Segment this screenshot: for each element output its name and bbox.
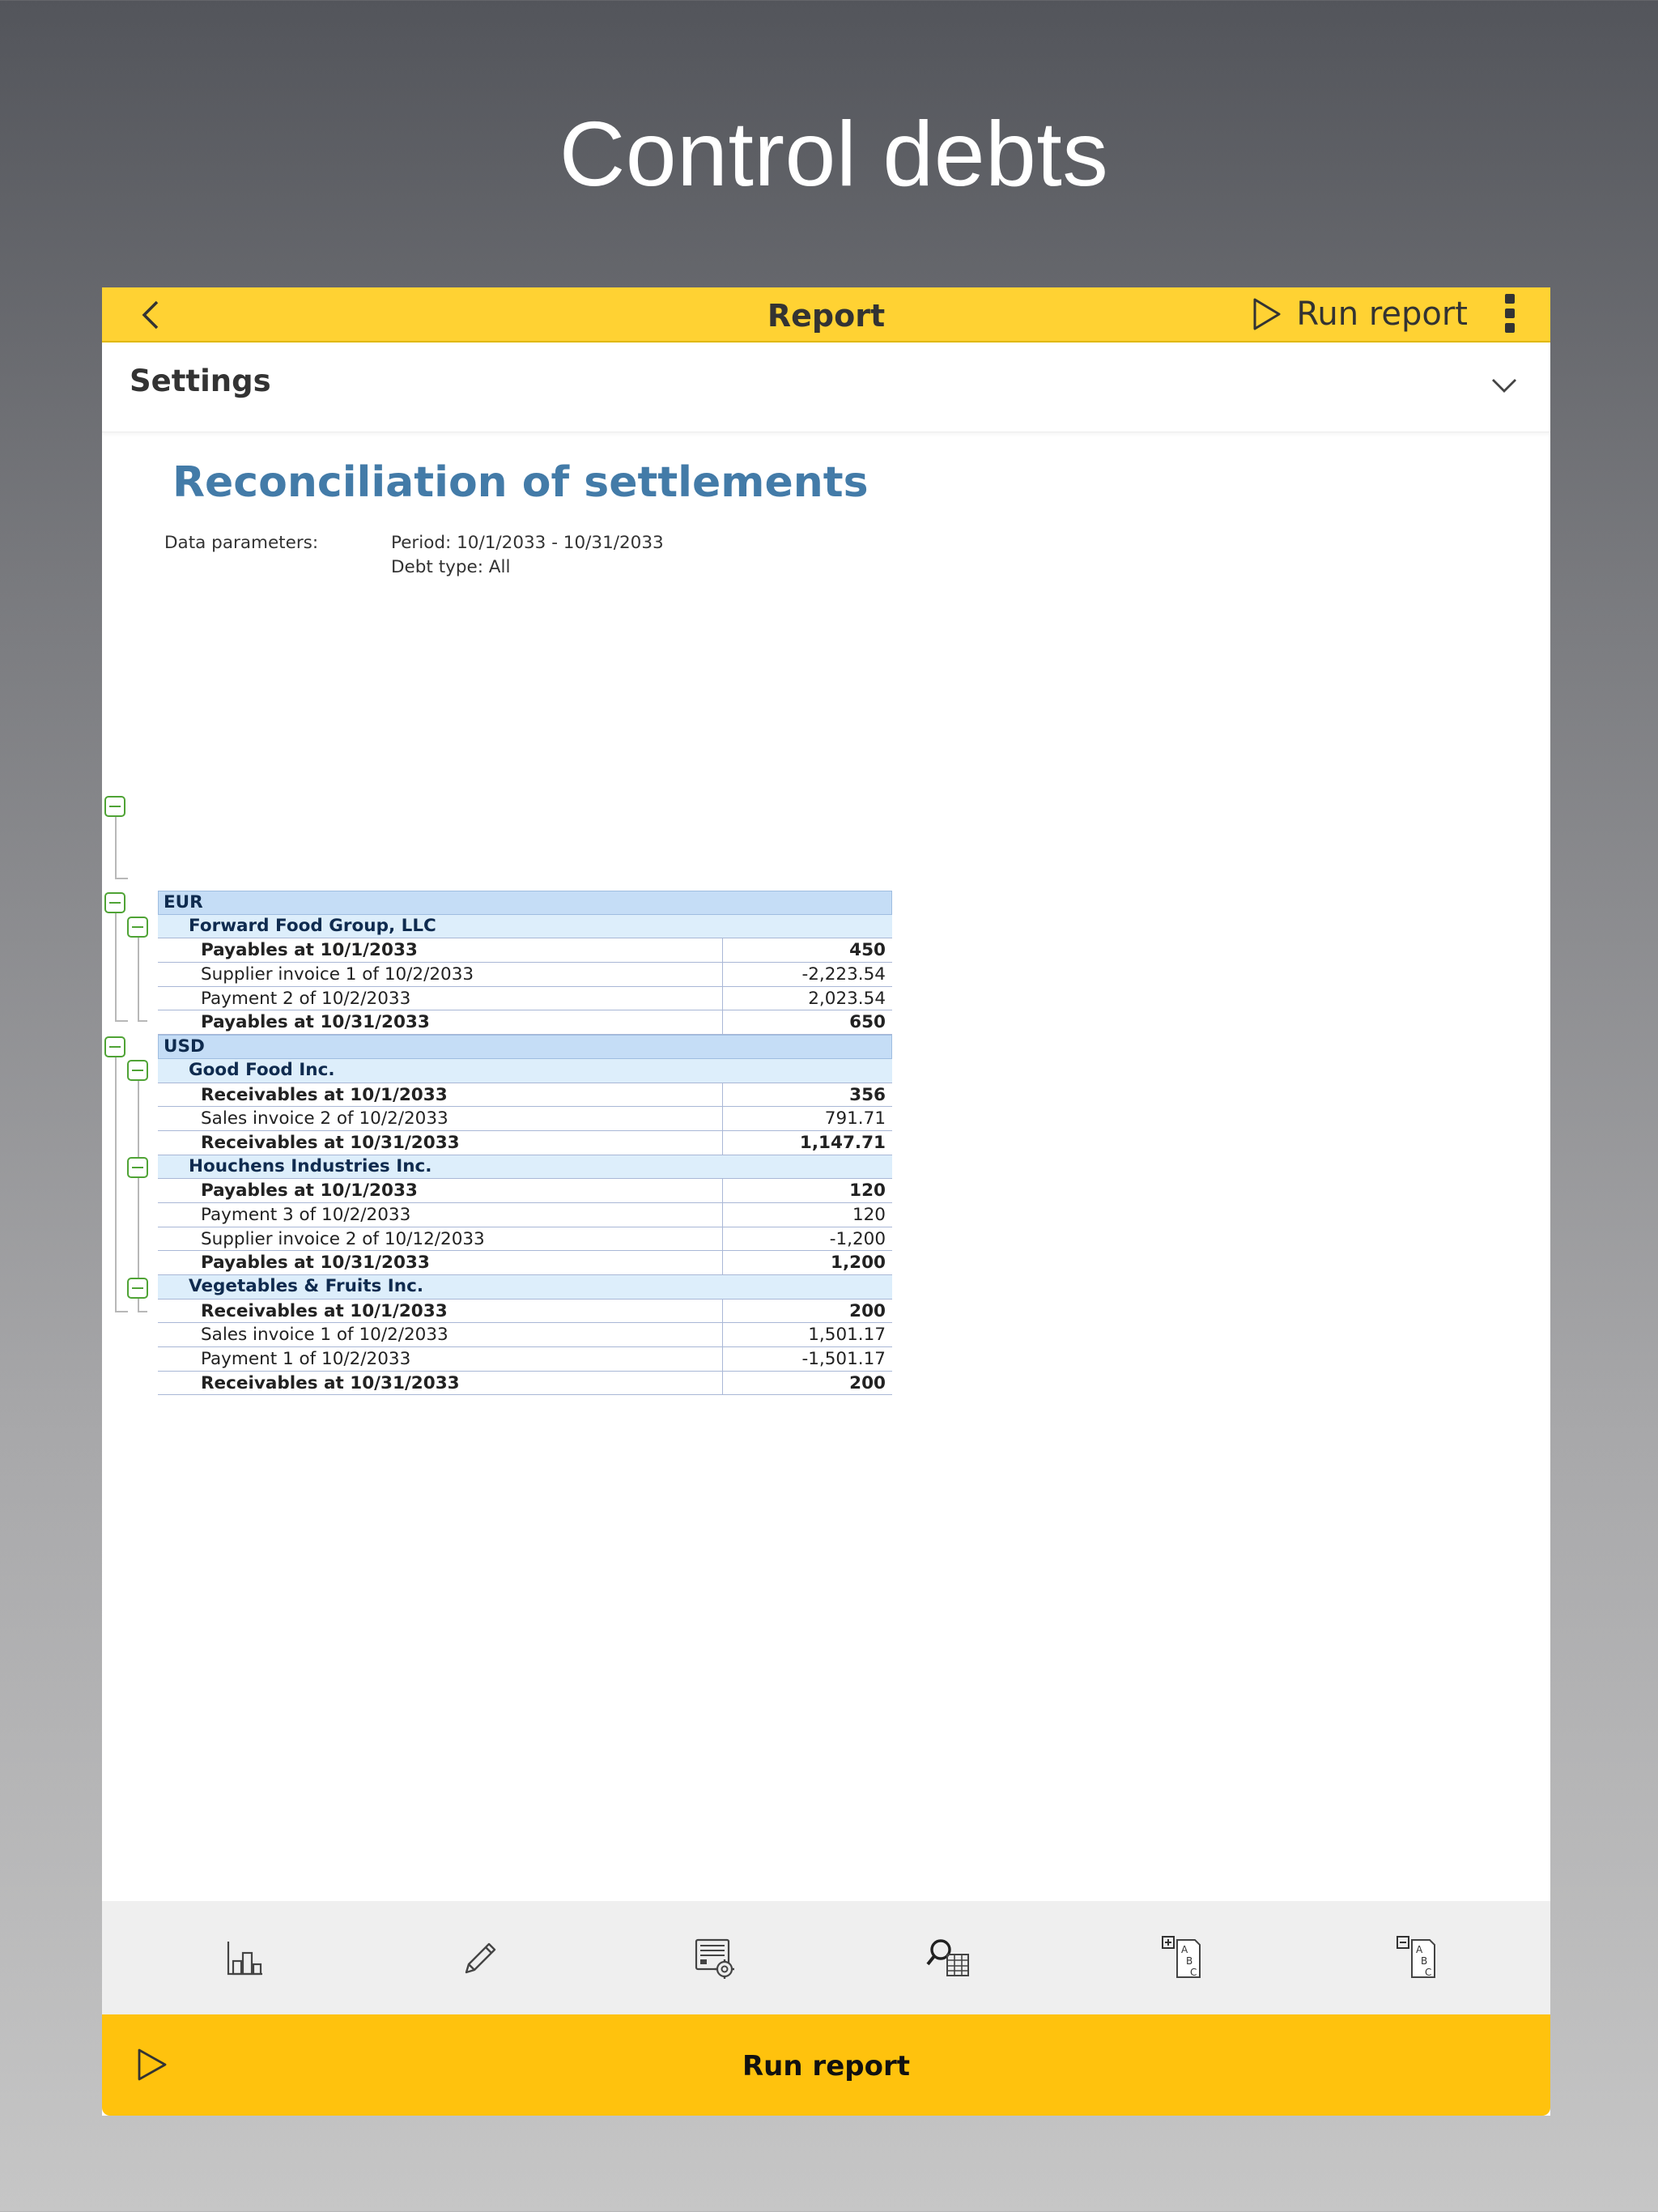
row-amount: 120 [852,1204,886,1225]
table-row [158,1300,892,1324]
app-window [102,287,1550,2116]
row-label: Supplier invoice 2 of 10/12/2033 [158,1227,723,1251]
collapse-vegetables-icon[interactable] [127,1278,148,1299]
row-amount: 2,023.54 [808,988,886,1009]
more-options-icon[interactable] [1503,294,1516,336]
report-settings-icon[interactable] [690,1933,738,1982]
row-amount: -2,223.54 [801,964,886,985]
collapse-parameters-icon[interactable] [104,796,125,817]
run-report-label: Run report [742,2050,910,2082]
table-row [158,1107,892,1131]
table-row [158,1251,892,1275]
run-report-top-button[interactable] [1251,287,1468,341]
svg-text:C: C [1425,1967,1432,1978]
counterparty-group-row [158,1275,892,1300]
headline: Control debts [559,103,1109,205]
row-amount: 200 [849,1372,886,1393]
collapse-good-food-icon[interactable] [127,1060,148,1081]
row-amount: 1,501.17 [808,1325,886,1346]
row-amount: 200 [849,1300,886,1321]
row-label: Receivables at 10/31/2033 [158,1131,723,1155]
row-label: Payables at 10/31/2033 [158,1010,723,1034]
row-label: Supplier invoice 1 of 10/2/2033 [158,963,723,986]
table-row [158,1179,892,1203]
svg-text:C: C [1190,1967,1197,1978]
expand-all-icon[interactable] [1159,1933,1208,1982]
row-amount: 1,200 [830,1253,886,1274]
table-row [158,1131,892,1155]
bottom-toolbar [102,1901,1550,2014]
table-row [158,987,892,1011]
collapse-usd-icon[interactable] [104,1036,125,1057]
period-value: Period: 10/1/2033 - 10/31/2033 [391,533,664,553]
row-amount: 1,147.71 [799,1132,886,1153]
svg-text:B: B [1421,1955,1428,1967]
collapse-all-icon[interactable] [1394,1933,1443,1982]
collapse-forward-food-icon[interactable] [127,917,148,938]
group-label: Forward Food Group, LLC [189,915,436,936]
row-label: Receivables at 10/1/2033 [158,1300,723,1323]
table-row [158,1203,892,1227]
row-label: Payment 3 of 10/2/2033 [158,1203,723,1227]
currency-group-row [158,891,892,915]
group-label: Vegetables & Fruits Inc. [189,1276,424,1296]
group-label: Good Food Inc. [189,1059,335,1080]
row-amount: -1,501.17 [801,1349,886,1370]
row-label: Payables at 10/1/2033 [158,1179,723,1202]
chart-icon[interactable] [220,1933,269,1982]
table-row [158,1372,892,1396]
edit-pencil-icon[interactable] [455,1933,504,1982]
play-icon [1251,296,1283,332]
row-label: Sales invoice 1 of 10/2/2033 [158,1323,723,1346]
row-label: Payment 2 of 10/2/2033 [158,987,723,1010]
collapse-eur-icon[interactable] [104,892,125,913]
page-title: Report [767,298,886,334]
table-row [158,1347,892,1372]
row-amount: 650 [849,1012,886,1033]
currency-group-row [158,1035,892,1059]
run-report-button[interactable] [102,2014,1550,2116]
table-row [158,1010,892,1035]
row-label: Payables at 10/1/2033 [158,938,723,962]
chevron-down-icon [1490,372,1518,399]
report-title: Reconciliation of settlements [172,458,869,507]
report-table [158,891,892,1395]
table-row [158,963,892,987]
group-label: USD [164,1036,205,1057]
counterparty-group-row [158,1155,892,1180]
group-label: Houchens Industries Inc. [189,1155,432,1176]
svg-text:A: A [1181,1944,1188,1955]
debt-type-value: Debt type: All [391,557,511,577]
counterparty-group-row [158,1059,892,1083]
table-row [158,1323,892,1347]
row-amount: 450 [849,940,886,961]
row-amount: -1,200 [829,1228,886,1249]
row-amount: 791.71 [824,1108,886,1129]
row-amount: 120 [849,1180,886,1202]
collapse-houchens-icon[interactable] [127,1157,148,1178]
svg-text:B: B [1186,1955,1193,1967]
row-amount: 356 [849,1084,886,1105]
row-label: Sales invoice 2 of 10/2/2033 [158,1107,723,1130]
counterparty-group-row [158,915,892,939]
run-report-top-label: Run report [1296,296,1468,333]
search-table-icon[interactable] [925,1933,973,1982]
row-label: Receivables at 10/1/2033 [158,1083,723,1107]
table-row [158,1227,892,1252]
table-row [158,1083,892,1108]
data-parameters-label: Data parameters: [164,533,319,553]
group-label: EUR [164,892,203,912]
row-label: Payables at 10/31/2033 [158,1251,723,1274]
svg-text:A: A [1416,1944,1423,1955]
app-bar [102,287,1550,342]
row-label: Payment 1 of 10/2/2033 [158,1347,723,1371]
back-icon[interactable] [136,299,168,331]
row-label: Receivables at 10/31/2033 [158,1372,723,1395]
settings-label: Settings [130,364,271,398]
settings-panel-toggle[interactable] [102,341,1550,432]
table-row [158,938,892,963]
